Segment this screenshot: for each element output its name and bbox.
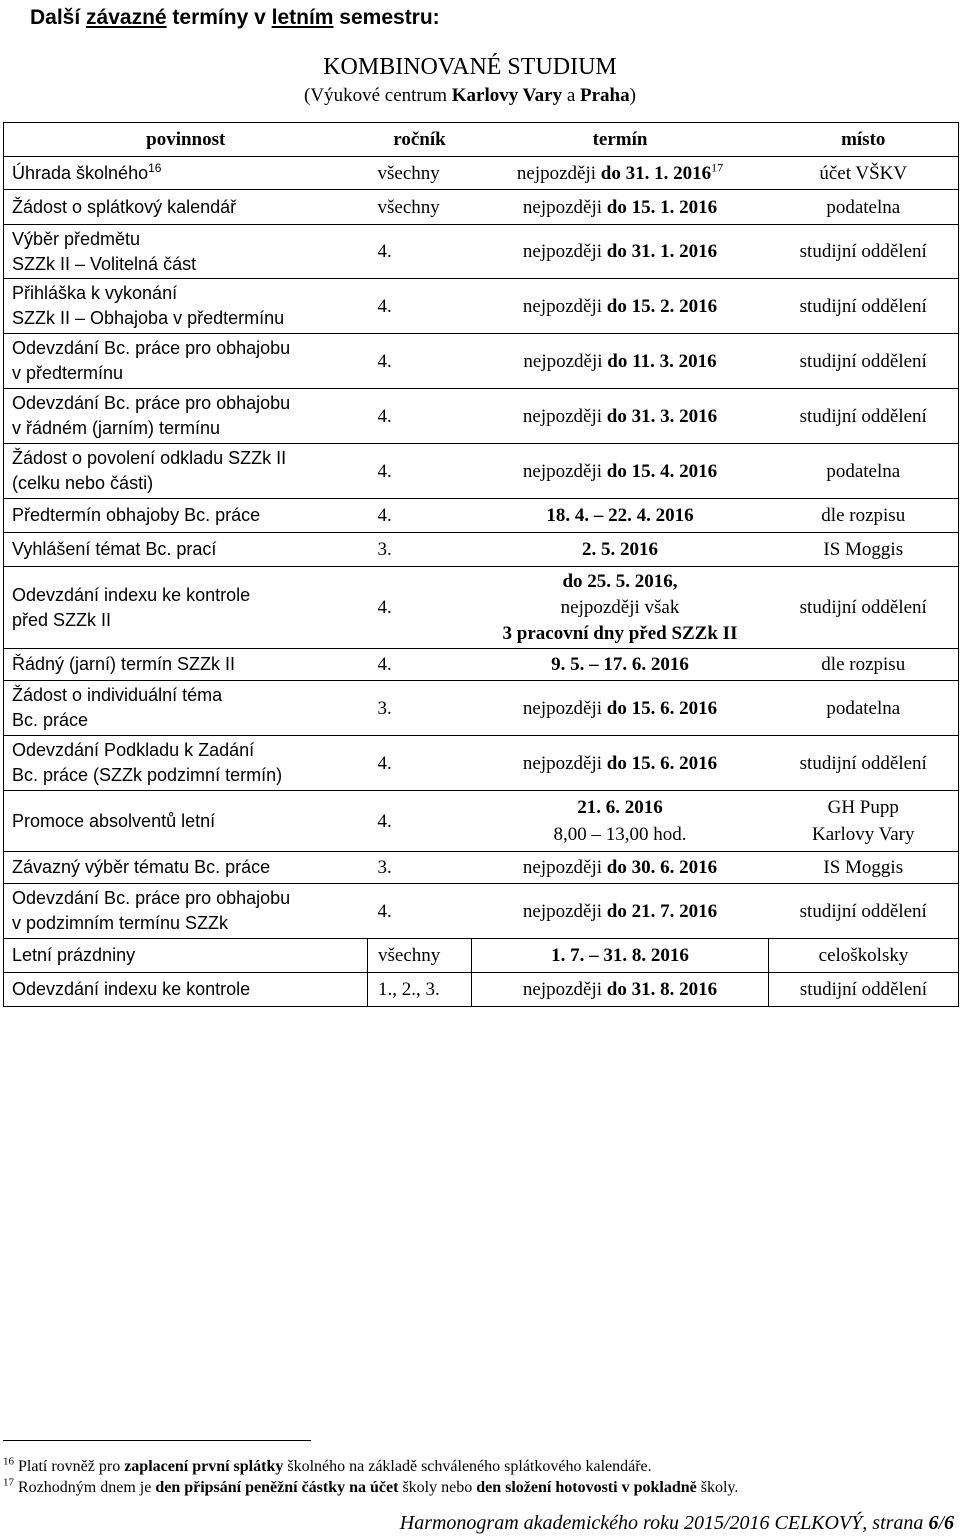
cell-obligation: Odevzdání Bc. práce pro obhajobu v podzimním termínu SZZk	[4, 884, 368, 939]
cell-year: 3.	[368, 852, 472, 884]
cell-obligation: Letní prázdniny	[4, 939, 368, 973]
cell-obligation: Odevzdání indexu ke kontrole	[4, 973, 368, 1007]
cell-place: studijní oddělení	[769, 973, 959, 1007]
cell-deadline: 21. 6. 2016 8,00 – 13,00 hod.	[472, 791, 769, 852]
cell-deadline: 18. 4. – 22. 4. 2016	[472, 499, 769, 533]
cell-year: 4.	[368, 279, 472, 334]
cell-deadline: do 25. 5. 2016, nejpozději však 3 pracovní dny před SZZk II	[472, 567, 769, 649]
cell-year: 4.	[368, 334, 472, 389]
cell-year: všechny	[368, 157, 472, 190]
page-footer: Harmonogram akademického roku 2015/2016 CELKOVÝ, strana 6/6	[399, 1512, 954, 1534]
table-row	[4, 190, 959, 225]
cell-obligation: Závazný výběr tématu Bc. práce	[4, 852, 368, 884]
cell-place: účet VŠKV	[769, 157, 959, 190]
table-row	[4, 279, 959, 334]
cell-deadline: nejpozději do 15. 2. 2016	[472, 279, 769, 334]
table-row	[4, 973, 959, 1007]
table-row	[4, 791, 959, 852]
cell-place: studijní oddělení	[769, 389, 959, 444]
cell-obligation: Odevzdání Bc. práce pro obhajobu v předtermínu	[4, 334, 368, 389]
cell-obligation: Předtermín obhajoby Bc. práce	[4, 499, 368, 533]
cell-obligation: Promoce absolventů letní	[4, 791, 368, 852]
table-header-row	[4, 123, 959, 157]
cell-deadline: nejpozději do 31. 3. 2016	[472, 389, 769, 444]
cell-year: 4.	[368, 389, 472, 444]
cell-deadline: nejpozději do 15. 1. 2016	[472, 190, 769, 225]
header-misto: místo	[769, 123, 959, 157]
cell-year: 3.	[368, 533, 472, 567]
cell-obligation: Odevzdání indexu ke kontrole před SZZk II	[4, 567, 368, 649]
footnote-separator	[3, 1440, 311, 1441]
cell-place: studijní oddělení	[769, 279, 959, 334]
table-row	[4, 444, 959, 499]
table-row	[4, 736, 959, 791]
cell-obligation: Vyhlášení témat Bc. prací	[4, 533, 368, 567]
cell-place: podatelna	[769, 681, 959, 736]
cell-obligation: Žádost o splátkový kalendář	[4, 190, 368, 225]
footnote-16: $^{16}$ Platí rovněž pro zaplacení první splátky školného na základě schváleného splátkového kalendáře.	[3, 1455, 652, 1475]
cell-deadline: 1. 7. – 31. 8. 2016	[472, 939, 769, 973]
cell-deadline: nejpozději do 21. 7. 2016	[472, 884, 769, 939]
cell-place: studijní oddělení	[769, 567, 959, 649]
cell-obligation: Výběr předmětu SZZk II – Volitelná část	[4, 225, 368, 279]
cell-obligation: Žádost o individuální téma Bc. práce	[4, 681, 368, 736]
cell-year: 4.	[368, 791, 472, 852]
cell-place: studijní oddělení	[769, 334, 959, 389]
table-row	[4, 157, 959, 190]
page-heading: Další závazné termíny v letním semestru:	[30, 6, 440, 29]
table-row	[4, 852, 959, 884]
cell-year: 4.	[368, 649, 472, 681]
cell-year: 4.	[368, 567, 472, 649]
cell-year: 4.	[368, 884, 472, 939]
cell-deadline: nejpozději do 11. 3. 2016	[472, 334, 769, 389]
cell-deadline: nejpozději do 15. 4. 2016	[472, 444, 769, 499]
cell-place: podatelna	[769, 444, 959, 499]
table-row	[4, 939, 959, 973]
cell-place: studijní oddělení	[769, 736, 959, 791]
table-row	[4, 499, 959, 533]
cell-deadline: nejpozději do 31. 1. 2016	[472, 225, 769, 279]
cell-place: IS Moggis	[769, 852, 959, 884]
cell-obligation: Odevzdání Bc. práce pro obhajobu v řádném (jarním) termínu	[4, 389, 368, 444]
table-row	[4, 334, 959, 389]
footnote-17: $^{17}$ Rozhodným dnem je den připsání peněžní částky na účet školy nebo den složení hotovosti v pokladně školy.	[3, 1476, 739, 1496]
cell-year: 4.	[368, 444, 472, 499]
table-row	[4, 567, 959, 649]
cell-obligation: Řádný (jarní) termín SZZk II	[4, 649, 368, 681]
cell-deadline: 9. 5. – 17. 6. 2016	[472, 649, 769, 681]
cell-place: studijní oddělení	[769, 225, 959, 279]
cell-place: dle rozpisu	[769, 499, 959, 533]
table-row	[4, 533, 959, 567]
cell-year: 3.	[368, 681, 472, 736]
cell-deadline: nejpozději do 31. 8. 2016	[472, 973, 769, 1007]
cell-year: 4.	[368, 225, 472, 279]
cell-deadline: nejpozději do 30. 6. 2016	[472, 852, 769, 884]
cell-year: 4.	[368, 499, 472, 533]
cell-deadline: nejpozději do 15. 6. 2016	[472, 736, 769, 791]
cell-place: IS Moggis	[769, 533, 959, 567]
cell-place: dle rozpisu	[769, 649, 959, 681]
table-row	[4, 649, 959, 681]
cell-deadline: 2. 5. 2016	[472, 533, 769, 567]
cell-place: podatelna	[769, 190, 959, 225]
header-termin: termín	[472, 123, 769, 157]
cell-year: všechny	[368, 939, 472, 973]
cell-place: celoškolsky	[769, 939, 959, 973]
header-povinnost: povinnost	[4, 123, 368, 157]
cell-obligation: Odevzdání Podkladu k Zadání Bc. práce (SZZk podzimní termín)	[4, 736, 368, 791]
schedule-table	[3, 122, 959, 1007]
table-row	[4, 389, 959, 444]
table-row	[4, 681, 959, 736]
document-title: KOMBINOVANÉ STUDIUM	[323, 54, 617, 80]
document-subtitle: (Výukové centrum Karlovy Vary a Praha)	[304, 85, 636, 106]
cell-obligation: Úhrada školného$^{16}$	[4, 157, 368, 190]
cell-deadline: nejpozději do 31. 1. 2016$^{17}$	[472, 157, 769, 190]
cell-year: všechny	[368, 190, 472, 225]
table-row	[4, 884, 959, 939]
cell-year: 1., 2., 3.	[368, 973, 472, 1007]
cell-place: studijní oddělení	[769, 884, 959, 939]
table-row	[4, 225, 959, 279]
cell-obligation: Žádost o povolení odkladu SZZk II (celku nebo části)	[4, 444, 368, 499]
header-rocnik: ročník	[368, 123, 472, 157]
cell-obligation: Přihláška k vykonání SZZk II – Obhajoba v předtermínu	[4, 279, 368, 334]
cell-deadline: nejpozději do 15. 6. 2016	[472, 681, 769, 736]
cell-year: 4.	[368, 736, 472, 791]
cell-place: GH Pupp Karlovy Vary	[769, 791, 959, 852]
